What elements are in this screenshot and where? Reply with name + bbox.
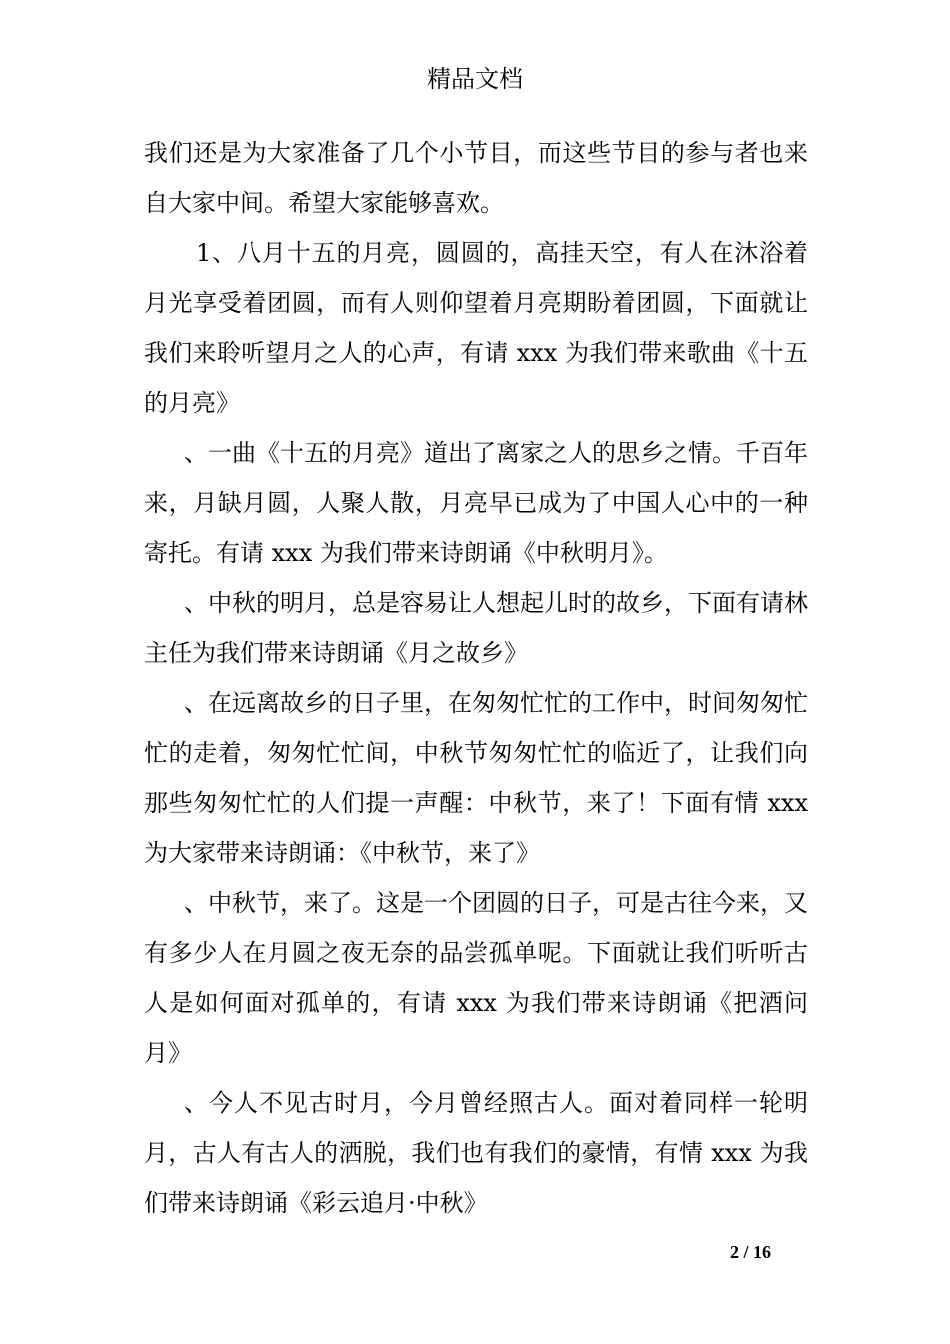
paragraph-item-4: 、在远离故乡的日子里，在匆匆忙忙的工作中，时间匆匆忙忙的走着，匆匆忙忙间，中秋节匆匆忙忙的临近了，让我们向那些匆匆忙忙的人们提一声醒：中秋节，来了！下面有情 xxx 为大家带来诗朗诵：《中秋节，来了》 xyxy=(144,689,808,867)
document-body xyxy=(144,128,808,1228)
paragraph-item-6: 、今人不见古时月，今月曾经照古人。面对着同样一轮明月，古人有古人的洒脱，我们也有我们的豪情，有情 xxx 为我们带来诗朗诵《彩云追月·中秋》 xyxy=(144,1089,808,1217)
paragraph-item-3: 、中秋的明月，总是容易让人想起儿时的故乡，下面有请林主任为我们带来诗朗诵《月之故乡》 xyxy=(144,589,808,667)
paragraph-item-2: 、一曲《十五的月亮》道出了离家之人的思乡之情。千百年来，月缺月圆，人聚人散，月亮早已成为了中国人心中的一种寄托。有请 xxx 为我们带来诗朗诵《中秋明月》。 xyxy=(144,439,808,567)
page-number: 2 / 16 xyxy=(730,1242,772,1262)
paragraph-item-5: 、中秋节，来了。这是一个团圆的日子，可是古往今来，又有多少人在月圆之夜无奈的品尝孤单呢。下面就让我们听听古人是如何面对孤单的，有请 xxx 为我们带来诗朗诵《把酒问月》 xyxy=(144,889,808,1067)
paragraph-intro: 我们还是为大家准备了几个小节目，而这些节目的参与者也来自大家中间。希望大家能够喜欢。 xyxy=(144,139,808,217)
paragraph-item-1: 1、八月十五的月亮，圆圆的，高挂天空，有人在沐浴着月光享受着团圆，而有人则仰望着月亮期盼着团圆，下面就让我们来聆听望月之人的心声，有请 xxx 为我们带来歌曲《十五的月亮》 xyxy=(144,239,808,417)
page-header-title: 精品文档 xyxy=(427,65,523,93)
